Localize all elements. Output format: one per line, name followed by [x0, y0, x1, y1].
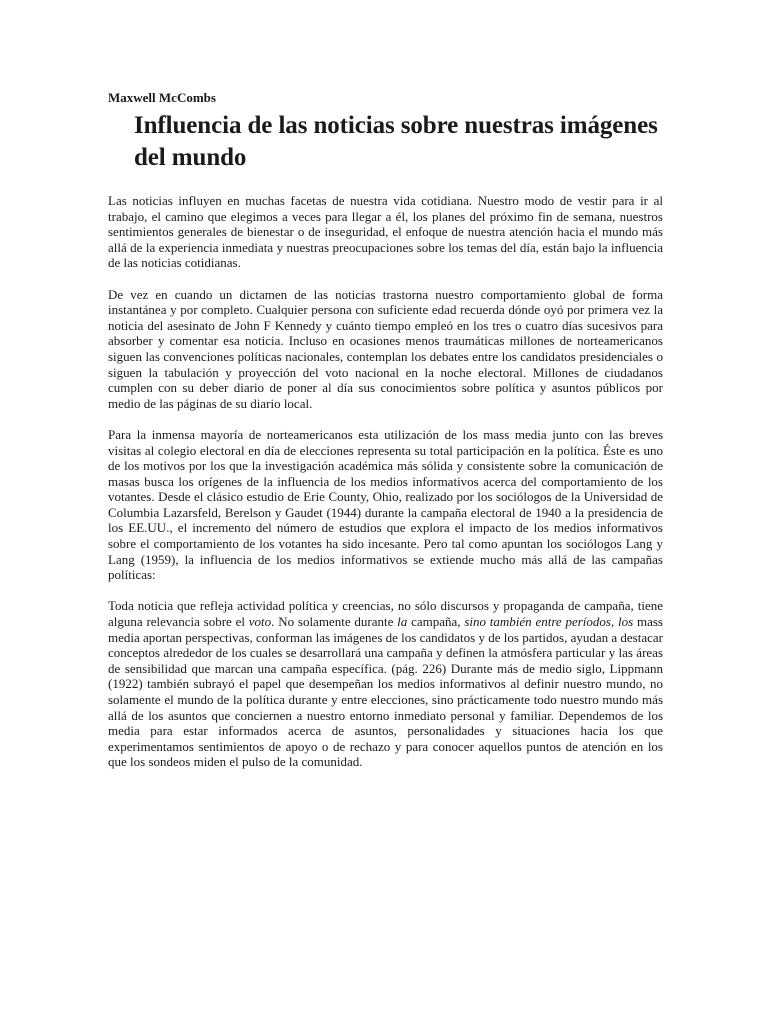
paragraph-2: De vez en cuando un dictamen de las noticias trastorna nuestro comportamiento global de forma instantánea y por completo. Cualquier persona con suficiente edad recuerda dónde oyó por primera vez la noticia del asesinato de John F Kennedy y cuánto tiempo empleó en los tres o cuatro días sucesivos para absorber y comentar esa noticia. Incluso en ocasiones menos traumáticas millones de norteamericanos siguen las convenciones políticas nacionales, contemplan los debates entre los candidatos presidenciales o siguen la tabulación y proyección del voto nacional en la noche electoral. Millones de ciudadanos cumplen con su deber diario de poner al día sus conocimientos sobre política y asuntos públicos por medio de las páginas de su diario local. [108, 286, 663, 411]
quote-text-2: . No solamente durante [271, 614, 398, 630]
quote-text-1: Toda noticia que refleja actividad política y creencias, no sólo discursos y propaganda de campaña, tiene alguna relevancia sobre el [108, 598, 663, 630]
article-title: Influencia de las noticias sobre nuestras imágenes del mundo [134, 112, 658, 171]
author-name: Maxwell McCombs [108, 90, 216, 105]
article-body [108, 193, 663, 786]
quote-italic-periodos: sino también entre períodos, los [464, 614, 634, 630]
paragraph-1: Las noticias influyen en muchas facetas de nuestra vida cotidiana. Nuestro modo de vestir para ir al trabajo, el camino que elegimos a veces para llegar a él, los planes del próximo fin de semana, nuestros sentimientos generales de bienestar o de inseguridad, el enfoque de nuestra atención hacia el mundo más allá de la experiencia inmediata y nuestras preocupaciones sobre los temas del día, están bajo la influencia de las noticias cotidianas. [108, 193, 663, 271]
paragraph-3: Para la inmensa mayoría de norteamericanos esta utilización de los mass media junto con las breves visitas al colegio electoral en día de elecciones representa su total participación en la política. Éste es uno de los motivos por los que la investigación académica más sólida y consistente sobre la comunicación de masas busca los orígenes de la influencia de los medios informativos acerca del comportamiento de los votantes. Desde el clásico estudio de Erie County, Ohio, realizado por los sociólogos de la Universidad de Columbia Lazarsfeld, Berelson y Gaudet (1944) durante la campaña electoral de 1940 a la presidencia de los EE.UU., el incremento del número de estudios que explora el impacto de los medios informativos sobre el comportamiento de los votantes ha sido incesante. Pero tal como apuntan los sociólogos Lang y Lang (1959), la influencia de los medios informativos se extiende mucho más allá de las campañas políticas: [108, 426, 663, 583]
quote-italic-la: la [397, 614, 408, 630]
paragraph-quote [108, 598, 663, 770]
quote-text-3: campaña, [407, 614, 465, 630]
quote-text-4: mass media aportan perspectivas, conforman las imágenes de los candidatos y de los partidos, ayudan a destacar conceptos alrededor de los cuales se desarrollará una campaña y definen la atmósfera particular y las áreas de sensibilidad que marcan una campaña específica. (pág. 226) Durante más de medio siglo, Lippmann (1922) también subrayó el papel que desempeñan los medios informativos al definir nuestro mundo, no solamente el mundo de la política durante y entre elecciones, sino prácticamente todo nuestro mundo más allá de los asuntos que conciernen a nuestro entorno inmediato personal y familiar. Dependemos de los media para estar informados acerca de asuntos, personalidades y situaciones hacia los que experimentamos sentimientos de apoyo o de rechazo y para conocer aquellos puntos de atención en los que los sondeos miden el pulso de la comunidad. [108, 614, 663, 770]
quote-italic-voto: voto [248, 614, 272, 630]
